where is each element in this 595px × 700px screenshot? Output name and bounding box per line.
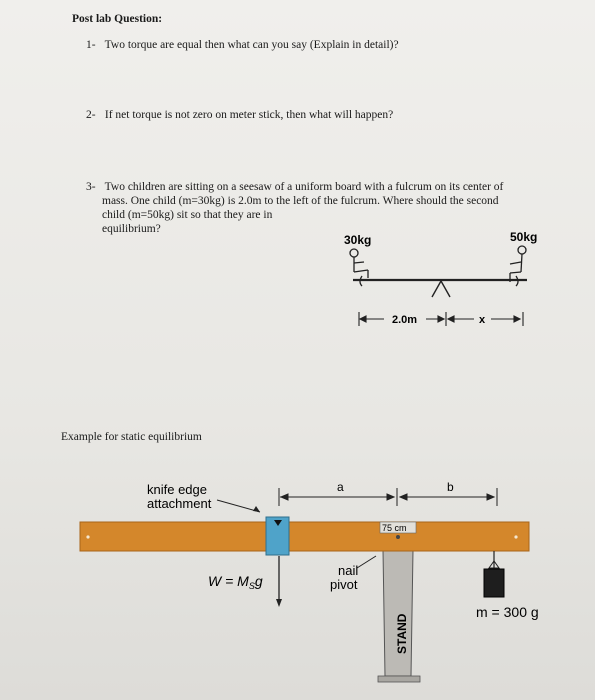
weight-arrowhead xyxy=(276,599,282,607)
nail-pivot-point xyxy=(396,535,400,539)
scale-mark-label: 75 cm xyxy=(382,523,407,533)
post-lab-heading: Post lab Question: xyxy=(72,13,163,25)
meter-stick xyxy=(80,522,529,551)
knife-edge-label-line1: knife edge xyxy=(147,482,207,497)
knife-edge-arrowhead xyxy=(253,506,260,512)
right-distance-label: x xyxy=(479,314,486,326)
nail-pointer xyxy=(357,556,376,568)
nail-label-line1: nail xyxy=(338,563,359,578)
example-title: Example for static equilibrium xyxy=(61,431,202,443)
stand-base xyxy=(378,676,420,682)
distance-b-label: b xyxy=(447,480,454,494)
right-mass-label: 50kg xyxy=(510,230,538,244)
hanging-mass xyxy=(484,569,504,597)
a-b-dimension xyxy=(279,488,497,506)
weight-label: $W = M_Sg$ xyxy=(208,573,263,591)
question-3-text-4: equilibrium? xyxy=(102,223,161,235)
question-2-number: 2- xyxy=(86,109,96,121)
nail-label-line2: pivot xyxy=(330,577,358,592)
left-distance-label: 2.0m xyxy=(392,314,418,326)
question-1-text: Two torque are equal then what can you say (Explain in detail)? xyxy=(104,39,399,51)
question-3-text-2: mass. One child (m=30kg) is 2.0m to the left of the fulcrum. Where should the second xyxy=(102,195,499,207)
question-1-number: 1- xyxy=(86,39,96,51)
stick-right-hole xyxy=(514,535,517,538)
question-3-text-1: Two children are sitting on a seesaw of a uniform board with a fulcrum on its center of xyxy=(104,181,504,193)
stick-left-hole xyxy=(86,535,89,538)
left-mass-label: 30kg xyxy=(344,233,372,247)
question-3-number: 3- xyxy=(86,181,96,193)
stand-label: STAND xyxy=(395,613,409,654)
question-3-text-3: child (m=50kg) sit so that they are in xyxy=(102,209,273,221)
distance-a-label: a xyxy=(337,480,344,494)
knife-edge-label-line2: attachment xyxy=(147,496,212,511)
stand xyxy=(383,550,413,676)
question-2-text: If net torque is not zero on meter stick, then what will happen? xyxy=(104,109,394,121)
mass-label: m = 300 g xyxy=(476,604,539,620)
